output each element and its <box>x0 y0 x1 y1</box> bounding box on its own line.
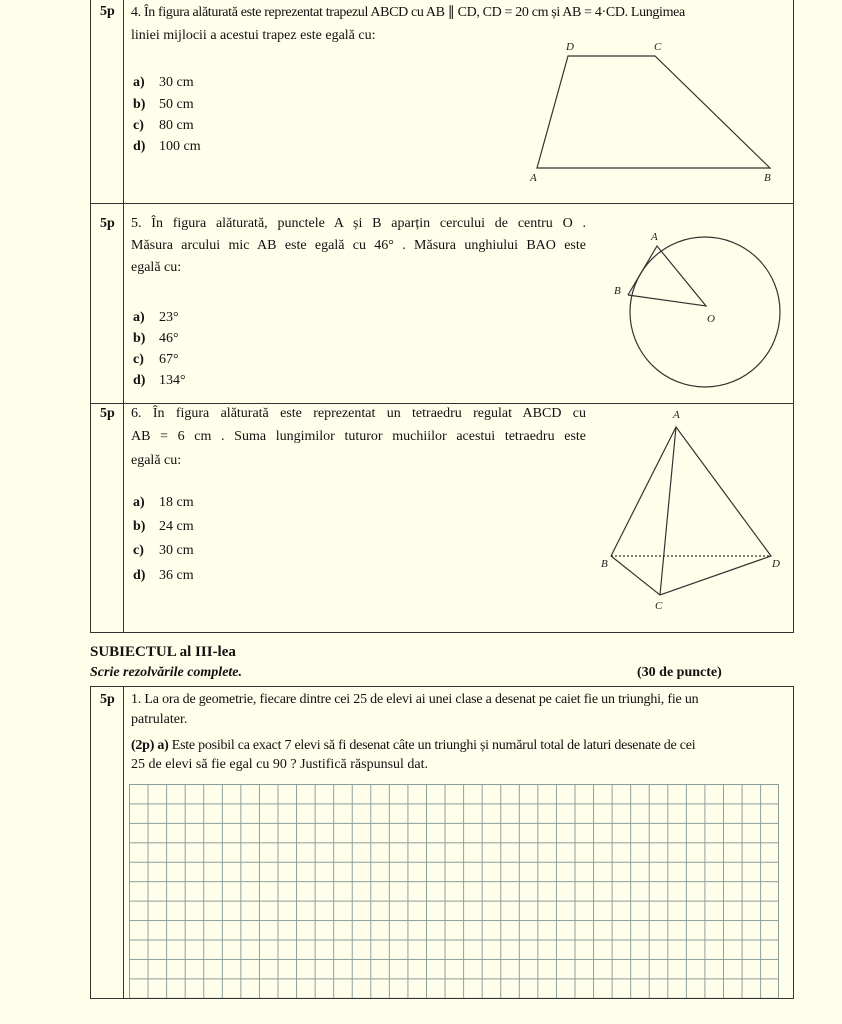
box-border-right <box>793 686 794 999</box>
p1-text-line1: 1. La ora de geometrie, fiecare dintre cei 25 de elevi ai unei clase a desenat pe caiet fie un triunghi, fie un <box>131 692 699 707</box>
trapezoid-label-b: B <box>764 172 771 184</box>
tetra-label-b: B <box>601 558 608 570</box>
section-points: (30 de puncte) <box>637 665 722 680</box>
points-p1: 5p <box>100 692 115 707</box>
q6-option-d: d) 36 cm <box>133 568 194 583</box>
box-border-top <box>90 686 794 687</box>
q4-option-c: c) 80 cm <box>133 118 194 133</box>
q6-option-a: a) 18 cm <box>133 495 194 510</box>
q6-option-c: c) 30 cm <box>133 543 194 558</box>
tetra-label-c: C <box>655 600 663 612</box>
q6-text-line1: 6. În figura alăturată este reprezentat un tetraedru regulat ABCD cu <box>131 406 586 421</box>
q5-option-d: d) 134° <box>133 373 186 388</box>
tetrahedron-figure <box>611 427 771 595</box>
q5-text-line3: egală cu: <box>131 260 182 275</box>
circle-label-b: B <box>614 285 621 297</box>
trapezoid-figure <box>537 56 770 168</box>
q5-option-c: c) 67° <box>133 352 179 367</box>
circle-label-o: O <box>707 313 715 325</box>
trapezoid-label-a: A <box>530 172 537 184</box>
p1-text-line4: 25 de elevi să fie egal cu 90 ? Justifică răspunsul dat. <box>131 757 429 772</box>
box-border-left <box>90 686 91 999</box>
circle-figure <box>628 237 780 387</box>
p1-text-line3: (2p) a) Este posibil ca exact 7 elevi să fi desenat câte un triunghi și numărul total de laturi desenate de cei <box>131 738 696 753</box>
tetra-label-d: D <box>772 558 780 570</box>
circle-label-a: A <box>651 231 658 243</box>
section-instruction: Scrie rezolvările complete. <box>90 665 243 680</box>
section-title: SUBIECTUL al III-lea <box>90 644 236 660</box>
q6-text-line2: AB = 6 cm . Suma lungimilor tuturor muchiilor acestui tetraedru este <box>131 429 586 444</box>
p1-text-line2: patrulater. <box>131 712 188 727</box>
q4-option-a: a) 30 cm <box>133 75 194 90</box>
q4-text-line2: liniei mijlocii a acestui trapez este egală cu: <box>131 28 376 43</box>
q5-text-line2: Măsura arcului mic AB este egală cu 46° . Măsura unghiului BAO este <box>131 238 586 253</box>
answer-grid[interactable] <box>129 784 779 998</box>
q5-text-line1: 5. În figura alăturată, punctele A și B aparțin cercului de centru O . <box>131 216 586 231</box>
tetra-label-a: A <box>673 409 680 421</box>
q4-option-d: d) 100 cm <box>133 139 201 154</box>
points-q4: 5p <box>100 4 115 19</box>
q4-option-b: b) 50 cm <box>133 97 194 112</box>
box-border-bottom <box>90 998 794 999</box>
q5-option-a: a) 23° <box>133 310 179 325</box>
q6-option-b: b) 24 cm <box>133 519 194 534</box>
q6-text-line3: egală cu: <box>131 453 182 468</box>
q5-option-b: b) 46° <box>133 331 179 346</box>
trapezoid-label-c: C <box>654 41 662 53</box>
points-q5: 5p <box>100 216 115 231</box>
box-divider <box>123 686 124 999</box>
q4-text-line1: 4. În figura alăturată este reprezentat trapezul ABCD cu AB ∥ CD, CD = 20 cm și AB = 4·CD. Lungimea <box>131 5 685 20</box>
trapezoid-label-d: D <box>566 41 574 53</box>
points-q6: 5p <box>100 406 115 421</box>
